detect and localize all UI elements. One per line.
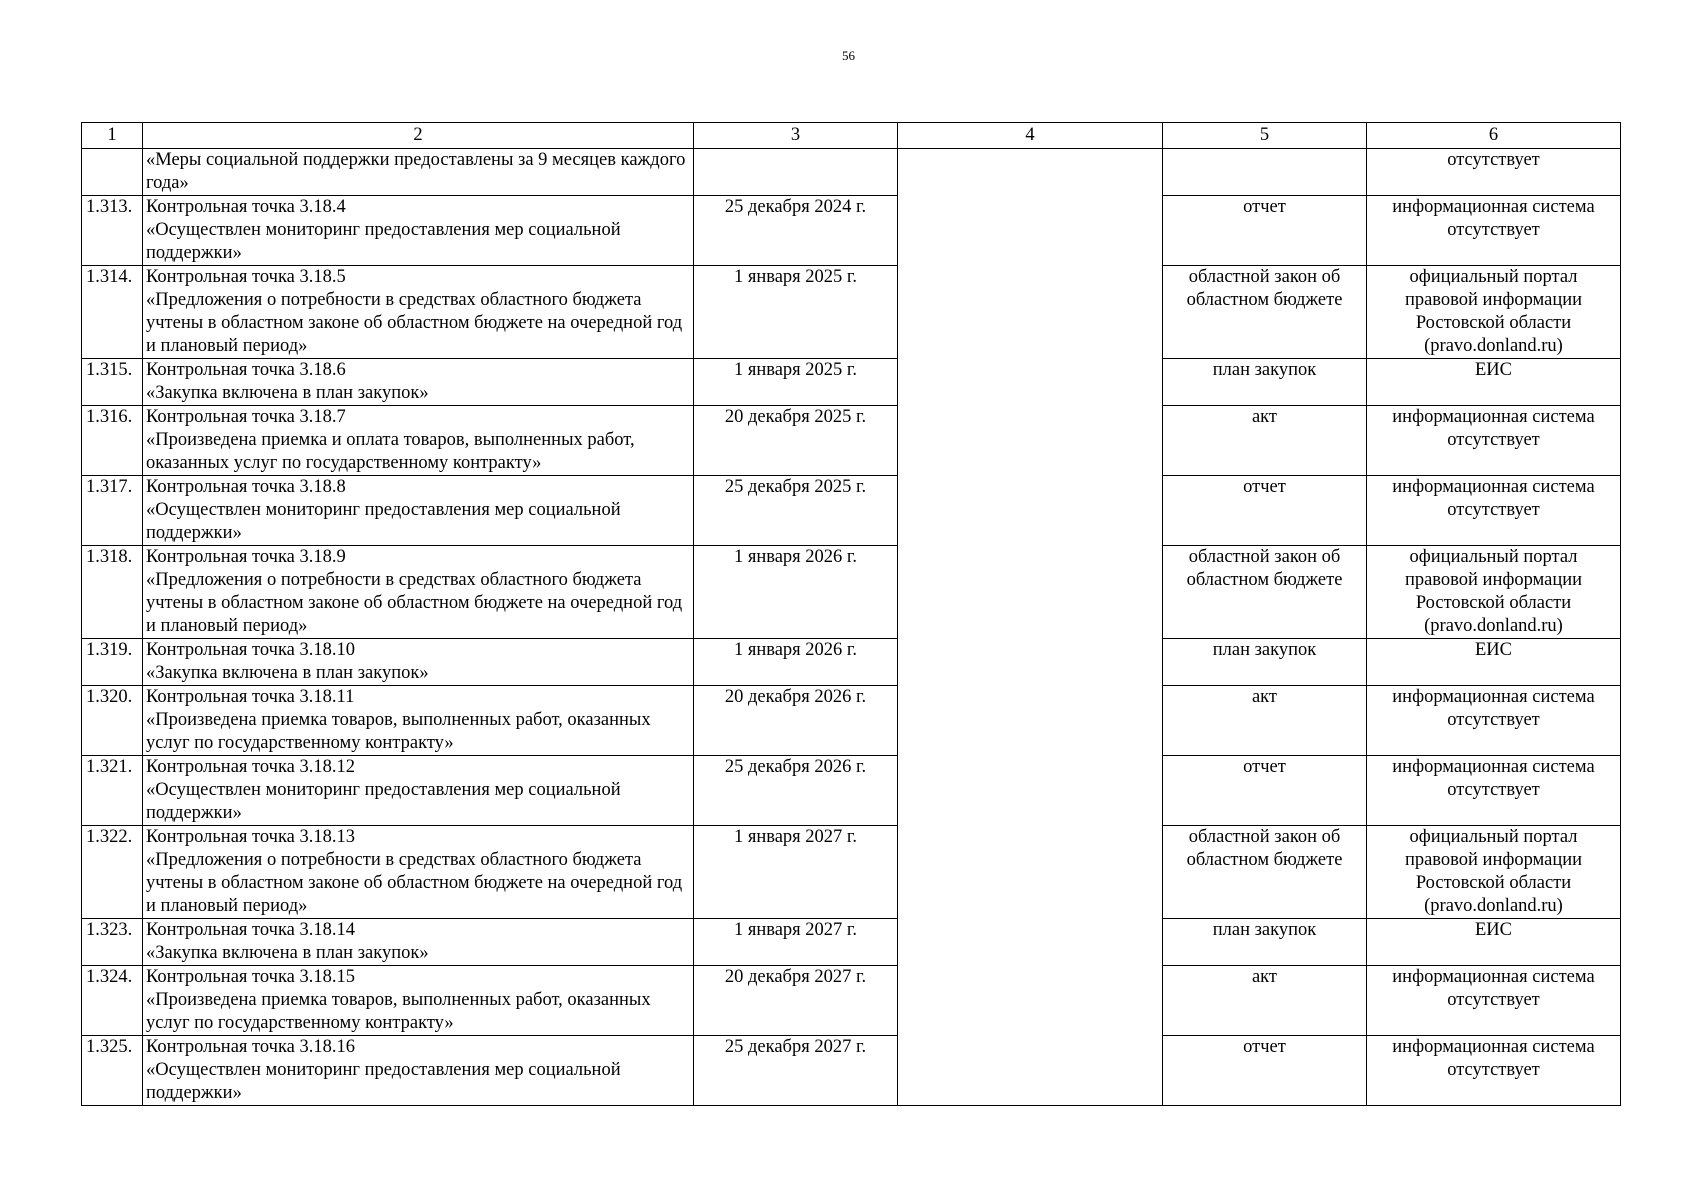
row-number: 1.314. [82, 266, 143, 359]
control-point-title: Контрольная точка 3.18.7 [146, 407, 346, 427]
information-source: информационная система отсутствует [1367, 686, 1621, 756]
responsible-column-merged [898, 149, 1163, 1106]
table-row [82, 826, 1621, 919]
table-row [82, 686, 1621, 756]
deadline-date: 20 декабря 2025 г. [694, 406, 898, 476]
information-source: информационная система отсутствует [1367, 756, 1621, 826]
control-point-cell [143, 149, 694, 196]
deadline-date: 1 января 2025 г. [694, 266, 898, 359]
table-row [82, 966, 1621, 1036]
control-point-title: Контрольная точка 3.18.5 [146, 267, 346, 287]
table-row [82, 919, 1621, 966]
page-number: 56 [842, 48, 855, 63]
deadline-date: 25 декабря 2024 г. [694, 196, 898, 266]
control-point-description: «Осуществлен мониторинг предоставления мер социальной поддержки» [146, 220, 621, 263]
control-point-title: Контрольная точка 3.18.12 [146, 757, 356, 777]
table-row [82, 196, 1621, 266]
control-point-cell [143, 196, 694, 266]
document-type [1163, 149, 1367, 196]
table-row [82, 149, 1621, 196]
control-point-title: Контрольная точка 3.18.16 [146, 1037, 356, 1057]
deadline-date: 1 января 2026 г. [694, 639, 898, 686]
control-point-description: «Произведена приемка товаров, выполненных работ, оказанных услуг по государственному контракту» [146, 710, 651, 753]
deadline-date: 25 декабря 2027 г. [694, 1036, 898, 1106]
control-point-description: «Осуществлен мониторинг предоставления мер социальной поддержки» [146, 780, 621, 823]
control-point-title: Контрольная точка 3.18.6 [146, 360, 346, 380]
deadline-date: 25 декабря 2025 г. [694, 476, 898, 546]
document-type: отчет [1163, 1036, 1367, 1106]
table-row [82, 1036, 1621, 1106]
control-point-cell [143, 639, 694, 686]
control-point-cell [143, 406, 694, 476]
document-type: отчет [1163, 476, 1367, 546]
control-point-description: «Осуществлен мониторинг предоставления мер социальной поддержки» [146, 500, 621, 543]
document-type: отчет [1163, 756, 1367, 826]
table-row [82, 639, 1621, 686]
control-point-cell [143, 756, 694, 826]
control-point-description: «Произведена приемка товаров, выполненных работ, оказанных услуг по государственному контракту» [146, 990, 651, 1033]
control-point-description: «Произведена приемка и оплата товаров, выполненных работ, оказанных услуг по государственному контракту» [146, 430, 635, 473]
control-point-title: Контрольная точка 3.18.15 [146, 967, 356, 987]
information-source: ЕИС [1367, 359, 1621, 406]
information-source: информационная система отсутствует [1367, 476, 1621, 546]
row-number: 1.325. [82, 1036, 143, 1106]
control-point-title: Контрольная точка 3.18.10 [146, 640, 356, 660]
row-number: 1.318. [82, 546, 143, 639]
document-type: акт [1163, 406, 1367, 476]
document-type: областной закон об областном бюджете [1163, 826, 1367, 919]
deadline-date: 25 декабря 2026 г. [694, 756, 898, 826]
table-row [82, 546, 1621, 639]
deadline-date: 20 декабря 2026 г. [694, 686, 898, 756]
control-points-table [81, 122, 1621, 1106]
control-point-description: «Предложения о потребности в средствах областного бюджета учтены в областном законе об областном бюджете на очередной год и плановый период» [146, 570, 683, 636]
control-point-title: Контрольная точка 3.18.4 [146, 197, 346, 217]
control-point-title: Контрольная точка 3.18.9 [146, 547, 346, 567]
deadline-date: 1 января 2027 г. [694, 919, 898, 966]
table-header-row [82, 123, 1621, 149]
control-point-title: «Меры социальной поддержки предоставлены за 9 месяцев каждого года» [146, 150, 686, 193]
control-point-description: «Закупка включена в план закупок» [146, 383, 429, 403]
table-row [82, 476, 1621, 546]
control-point-title: Контрольная точка 3.18.8 [146, 477, 346, 497]
row-number: 1.323. [82, 919, 143, 966]
row-number: 1.319. [82, 639, 143, 686]
information-source: ЕИС [1367, 919, 1621, 966]
row-number: 1.313. [82, 196, 143, 266]
row-number: 1.315. [82, 359, 143, 406]
table-row [82, 756, 1621, 826]
row-number: 1.321. [82, 756, 143, 826]
control-point-title: Контрольная точка 3.18.14 [146, 920, 356, 940]
control-point-cell [143, 826, 694, 919]
column-header: 4 [898, 123, 1163, 149]
document-type: областной закон об областном бюджете [1163, 546, 1367, 639]
table-row [82, 266, 1621, 359]
information-source: ЕИС [1367, 639, 1621, 686]
row-number: 1.322. [82, 826, 143, 919]
control-point-description: «Закупка включена в план закупок» [146, 663, 429, 683]
control-point-cell [143, 266, 694, 359]
information-source: официальный портал правовой информации Ростовской области (pravo.donland.ru) [1367, 546, 1621, 639]
document-type: план закупок [1163, 359, 1367, 406]
row-number: 1.324. [82, 966, 143, 1036]
row-number: 1.316. [82, 406, 143, 476]
document-type: отчет [1163, 196, 1367, 266]
control-point-description: «Закупка включена в план закупок» [146, 943, 429, 963]
row-number [82, 149, 143, 196]
control-point-title: Контрольная точка 3.18.13 [146, 827, 356, 847]
document-type: план закупок [1163, 919, 1367, 966]
table-row [82, 359, 1621, 406]
column-header: 2 [143, 123, 694, 149]
information-source: официальный портал правовой информации Ростовской области (pravo.donland.ru) [1367, 826, 1621, 919]
control-point-cell [143, 546, 694, 639]
deadline-date [694, 149, 898, 196]
column-header: 1 [82, 123, 143, 149]
control-point-description: «Осуществлен мониторинг предоставления мер социальной поддержки» [146, 1060, 621, 1103]
control-point-cell [143, 1036, 694, 1106]
information-source: официальный портал правовой информации Ростовской области (pravo.donland.ru) [1367, 266, 1621, 359]
row-number: 1.317. [82, 476, 143, 546]
document-type: областной закон об областном бюджете [1163, 266, 1367, 359]
information-source: информационная система отсутствует [1367, 966, 1621, 1036]
control-point-description: «Предложения о потребности в средствах областного бюджета учтены в областном законе об областном бюджете на очередной год и плановый период» [146, 290, 683, 356]
row-number: 1.320. [82, 686, 143, 756]
information-source: информационная система отсутствует [1367, 406, 1621, 476]
deadline-date: 1 января 2026 г. [694, 546, 898, 639]
control-point-title: Контрольная точка 3.18.11 [146, 687, 355, 707]
deadline-date: 1 января 2027 г. [694, 826, 898, 919]
document-type: акт [1163, 966, 1367, 1036]
control-point-cell [143, 686, 694, 756]
deadline-date: 1 января 2025 г. [694, 359, 898, 406]
table-row [82, 406, 1621, 476]
document-type: план закупок [1163, 639, 1367, 686]
deadline-date: 20 декабря 2027 г. [694, 966, 898, 1036]
control-point-cell [143, 966, 694, 1036]
information-source: отсутствует [1367, 149, 1621, 196]
column-header: 6 [1367, 123, 1621, 149]
information-source: информационная система отсутствует [1367, 1036, 1621, 1106]
control-point-cell [143, 476, 694, 546]
document-type: акт [1163, 686, 1367, 756]
control-point-description: «Предложения о потребности в средствах областного бюджета учтены в областном законе об областном бюджете на очередной год и плановый период» [146, 850, 683, 916]
column-header: 5 [1163, 123, 1367, 149]
control-point-cell [143, 919, 694, 966]
control-point-cell [143, 359, 694, 406]
column-header: 3 [694, 123, 898, 149]
information-source: информационная система отсутствует [1367, 196, 1621, 266]
